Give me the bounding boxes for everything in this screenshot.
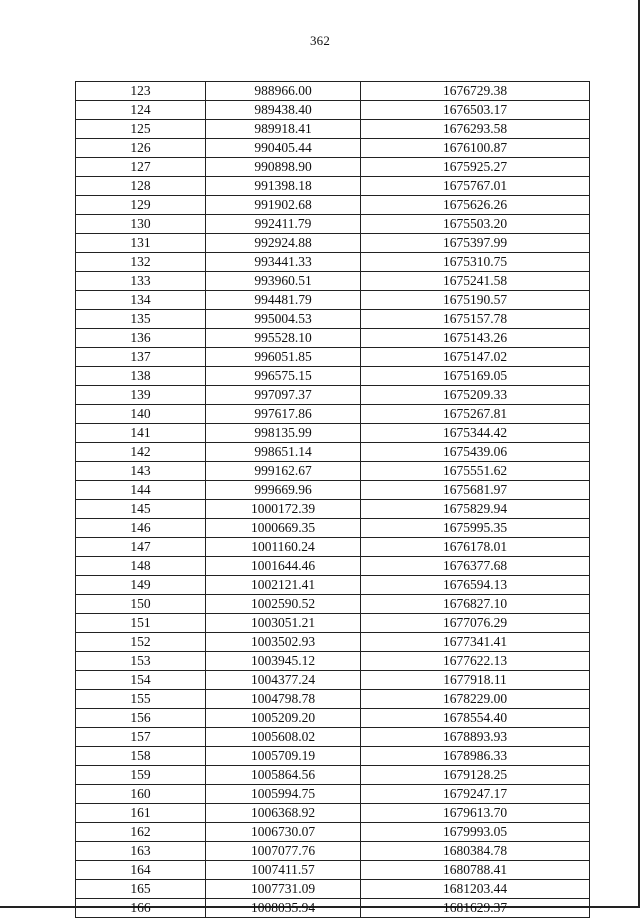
table-row	[76, 633, 590, 652]
x-coordinate-cell: 989438.40	[206, 101, 361, 120]
table-row	[76, 158, 590, 177]
y-coordinate-cell: 1675829.94	[361, 500, 590, 519]
y-coordinate-cell: 1675267.81	[361, 405, 590, 424]
table-row	[76, 272, 590, 291]
x-coordinate-cell: 992411.79	[206, 215, 361, 234]
y-coordinate-cell: 1678229.00	[361, 690, 590, 709]
point-number-cell: 154	[76, 671, 206, 690]
table-row	[76, 576, 590, 595]
point-number-cell: 141	[76, 424, 206, 443]
y-coordinate-cell: 1678893.93	[361, 728, 590, 747]
point-number-cell: 157	[76, 728, 206, 747]
point-number-cell: 148	[76, 557, 206, 576]
table-row	[76, 329, 590, 348]
table-row	[76, 101, 590, 120]
table-row	[76, 462, 590, 481]
point-number-cell: 127	[76, 158, 206, 177]
point-number-cell: 159	[76, 766, 206, 785]
x-coordinate-cell: 993441.33	[206, 253, 361, 272]
table-row	[76, 899, 590, 918]
point-number-cell: 161	[76, 804, 206, 823]
point-number-cell: 145	[76, 500, 206, 519]
x-coordinate-cell: 1007731.09	[206, 880, 361, 899]
table-row	[76, 785, 590, 804]
table-row	[76, 880, 590, 899]
table-row	[76, 804, 590, 823]
point-number-cell: 139	[76, 386, 206, 405]
table-row	[76, 557, 590, 576]
table-row	[76, 842, 590, 861]
x-coordinate-cell: 1000172.39	[206, 500, 361, 519]
point-number-cell: 137	[76, 348, 206, 367]
x-coordinate-cell: 990898.90	[206, 158, 361, 177]
point-number-cell: 151	[76, 614, 206, 633]
y-coordinate-cell: 1675169.05	[361, 367, 590, 386]
y-coordinate-cell: 1679128.25	[361, 766, 590, 785]
point-number-cell: 138	[76, 367, 206, 386]
table-row	[76, 82, 590, 101]
point-number-cell: 143	[76, 462, 206, 481]
point-number-cell: 152	[76, 633, 206, 652]
point-number-cell: 134	[76, 291, 206, 310]
point-number-cell: 156	[76, 709, 206, 728]
point-number-cell: 158	[76, 747, 206, 766]
y-coordinate-cell: 1681629.37	[361, 899, 590, 918]
y-coordinate-cell: 1675190.57	[361, 291, 590, 310]
table-row	[76, 291, 590, 310]
table-row	[76, 652, 590, 671]
y-coordinate-cell: 1675147.02	[361, 348, 590, 367]
table-row	[76, 500, 590, 519]
x-coordinate-cell: 996051.85	[206, 348, 361, 367]
x-coordinate-cell: 1005709.19	[206, 747, 361, 766]
point-number-cell: 162	[76, 823, 206, 842]
x-coordinate-cell: 998135.99	[206, 424, 361, 443]
x-coordinate-cell: 997617.86	[206, 405, 361, 424]
y-coordinate-cell: 1679613.70	[361, 804, 590, 823]
y-coordinate-cell: 1675995.35	[361, 519, 590, 538]
table-row	[76, 196, 590, 215]
table-row	[76, 120, 590, 139]
x-coordinate-cell: 993960.51	[206, 272, 361, 291]
y-coordinate-cell: 1678554.40	[361, 709, 590, 728]
y-coordinate-cell: 1675310.75	[361, 253, 590, 272]
table-row	[76, 386, 590, 405]
y-coordinate-cell: 1676729.38	[361, 82, 590, 101]
point-number-cell: 124	[76, 101, 206, 120]
x-coordinate-cell: 994481.79	[206, 291, 361, 310]
y-coordinate-cell: 1675143.26	[361, 329, 590, 348]
point-number-cell: 164	[76, 861, 206, 880]
x-coordinate-cell: 1005864.56	[206, 766, 361, 785]
point-number-cell: 165	[76, 880, 206, 899]
y-coordinate-cell: 1676377.68	[361, 557, 590, 576]
x-coordinate-cell: 998651.14	[206, 443, 361, 462]
table-row	[76, 690, 590, 709]
point-number-cell: 126	[76, 139, 206, 158]
y-coordinate-cell: 1675397.99	[361, 234, 590, 253]
table-row	[76, 519, 590, 538]
point-number-cell: 147	[76, 538, 206, 557]
table-row	[76, 747, 590, 766]
y-coordinate-cell: 1680384.78	[361, 842, 590, 861]
x-coordinate-cell: 995528.10	[206, 329, 361, 348]
y-coordinate-cell: 1677341.41	[361, 633, 590, 652]
y-coordinate-cell: 1676100.87	[361, 139, 590, 158]
x-coordinate-cell: 996575.15	[206, 367, 361, 386]
y-coordinate-cell: 1679247.17	[361, 785, 590, 804]
point-number-cell: 133	[76, 272, 206, 291]
x-coordinate-cell: 1003051.21	[206, 614, 361, 633]
y-coordinate-cell: 1677918.11	[361, 671, 590, 690]
table-row	[76, 614, 590, 633]
table-row	[76, 367, 590, 386]
point-number-cell: 155	[76, 690, 206, 709]
x-coordinate-cell: 999669.96	[206, 481, 361, 500]
x-coordinate-cell: 1005608.02	[206, 728, 361, 747]
table-row	[76, 310, 590, 329]
x-coordinate-cell: 1005209.20	[206, 709, 361, 728]
table-row	[76, 405, 590, 424]
table-row	[76, 861, 590, 880]
y-coordinate-cell: 1678986.33	[361, 747, 590, 766]
table-row	[76, 823, 590, 842]
y-coordinate-cell: 1676827.10	[361, 595, 590, 614]
point-number-cell: 125	[76, 120, 206, 139]
table-row	[76, 348, 590, 367]
x-coordinate-cell: 1007077.76	[206, 842, 361, 861]
table-row	[76, 215, 590, 234]
table-row	[76, 709, 590, 728]
x-coordinate-cell: 1002121.41	[206, 576, 361, 595]
y-coordinate-cell: 1679993.05	[361, 823, 590, 842]
point-number-cell: 150	[76, 595, 206, 614]
x-coordinate-cell: 992924.88	[206, 234, 361, 253]
x-coordinate-cell: 1006368.92	[206, 804, 361, 823]
table-row	[76, 671, 590, 690]
table-row	[76, 424, 590, 443]
y-coordinate-cell: 1681203.44	[361, 880, 590, 899]
x-coordinate-cell: 995004.53	[206, 310, 361, 329]
x-coordinate-cell: 990405.44	[206, 139, 361, 158]
point-number-cell: 136	[76, 329, 206, 348]
x-coordinate-cell: 991398.18	[206, 177, 361, 196]
y-coordinate-cell: 1676594.13	[361, 576, 590, 595]
y-coordinate-cell: 1676178.01	[361, 538, 590, 557]
x-coordinate-cell: 1007411.57	[206, 861, 361, 880]
x-coordinate-cell: 1001160.24	[206, 538, 361, 557]
table-row	[76, 481, 590, 500]
y-coordinate-cell: 1677076.29	[361, 614, 590, 633]
y-coordinate-cell: 1675626.26	[361, 196, 590, 215]
x-coordinate-cell: 997097.37	[206, 386, 361, 405]
y-coordinate-cell: 1680788.41	[361, 861, 590, 880]
point-number-cell: 160	[76, 785, 206, 804]
point-number-cell: 153	[76, 652, 206, 671]
page-number: 362	[309, 33, 331, 48]
coordinates-table	[75, 81, 590, 918]
coordinates-table-body	[76, 82, 590, 918]
table-row	[76, 595, 590, 614]
point-number-cell: 142	[76, 443, 206, 462]
x-coordinate-cell: 989918.41	[206, 120, 361, 139]
point-number-cell: 123	[76, 82, 206, 101]
point-number-cell: 128	[76, 177, 206, 196]
x-coordinate-cell: 991902.68	[206, 196, 361, 215]
table-row	[76, 538, 590, 557]
y-coordinate-cell: 1675344.42	[361, 424, 590, 443]
table-row	[76, 728, 590, 747]
x-coordinate-cell: 1004377.24	[206, 671, 361, 690]
point-number-cell: 144	[76, 481, 206, 500]
point-number-cell: 135	[76, 310, 206, 329]
point-number-cell: 132	[76, 253, 206, 272]
point-number-cell: 149	[76, 576, 206, 595]
y-coordinate-cell: 1676503.17	[361, 101, 590, 120]
table-row	[76, 443, 590, 462]
table-row	[76, 234, 590, 253]
point-number-cell: 146	[76, 519, 206, 538]
y-coordinate-cell: 1675209.33	[361, 386, 590, 405]
x-coordinate-cell: 1006730.07	[206, 823, 361, 842]
x-coordinate-cell: 1003945.12	[206, 652, 361, 671]
point-number-cell: 163	[76, 842, 206, 861]
point-number-cell: 140	[76, 405, 206, 424]
y-coordinate-cell: 1675551.62	[361, 462, 590, 481]
table-row	[76, 139, 590, 158]
x-coordinate-cell: 999162.67	[206, 462, 361, 481]
x-coordinate-cell: 1000669.35	[206, 519, 361, 538]
table-row	[76, 766, 590, 785]
point-number-cell: 166	[76, 899, 206, 918]
table-row	[76, 253, 590, 272]
y-coordinate-cell: 1675503.20	[361, 215, 590, 234]
y-coordinate-cell: 1675925.27	[361, 158, 590, 177]
x-coordinate-cell: 1001644.46	[206, 557, 361, 576]
y-coordinate-cell: 1675241.58	[361, 272, 590, 291]
table-row	[76, 177, 590, 196]
point-number-cell: 130	[76, 215, 206, 234]
x-coordinate-cell: 1003502.93	[206, 633, 361, 652]
y-coordinate-cell: 1676293.58	[361, 120, 590, 139]
x-coordinate-cell: 1002590.52	[206, 595, 361, 614]
point-number-cell: 129	[76, 196, 206, 215]
x-coordinate-cell: 988966.00	[206, 82, 361, 101]
y-coordinate-cell: 1675439.06	[361, 443, 590, 462]
x-coordinate-cell: 1005994.75	[206, 785, 361, 804]
x-coordinate-cell: 1004798.78	[206, 690, 361, 709]
x-coordinate-cell: 1008035.94	[206, 899, 361, 918]
y-coordinate-cell: 1677622.13	[361, 652, 590, 671]
point-number-cell: 131	[76, 234, 206, 253]
y-coordinate-cell: 1675767.01	[361, 177, 590, 196]
y-coordinate-cell: 1675157.78	[361, 310, 590, 329]
y-coordinate-cell: 1675681.97	[361, 481, 590, 500]
